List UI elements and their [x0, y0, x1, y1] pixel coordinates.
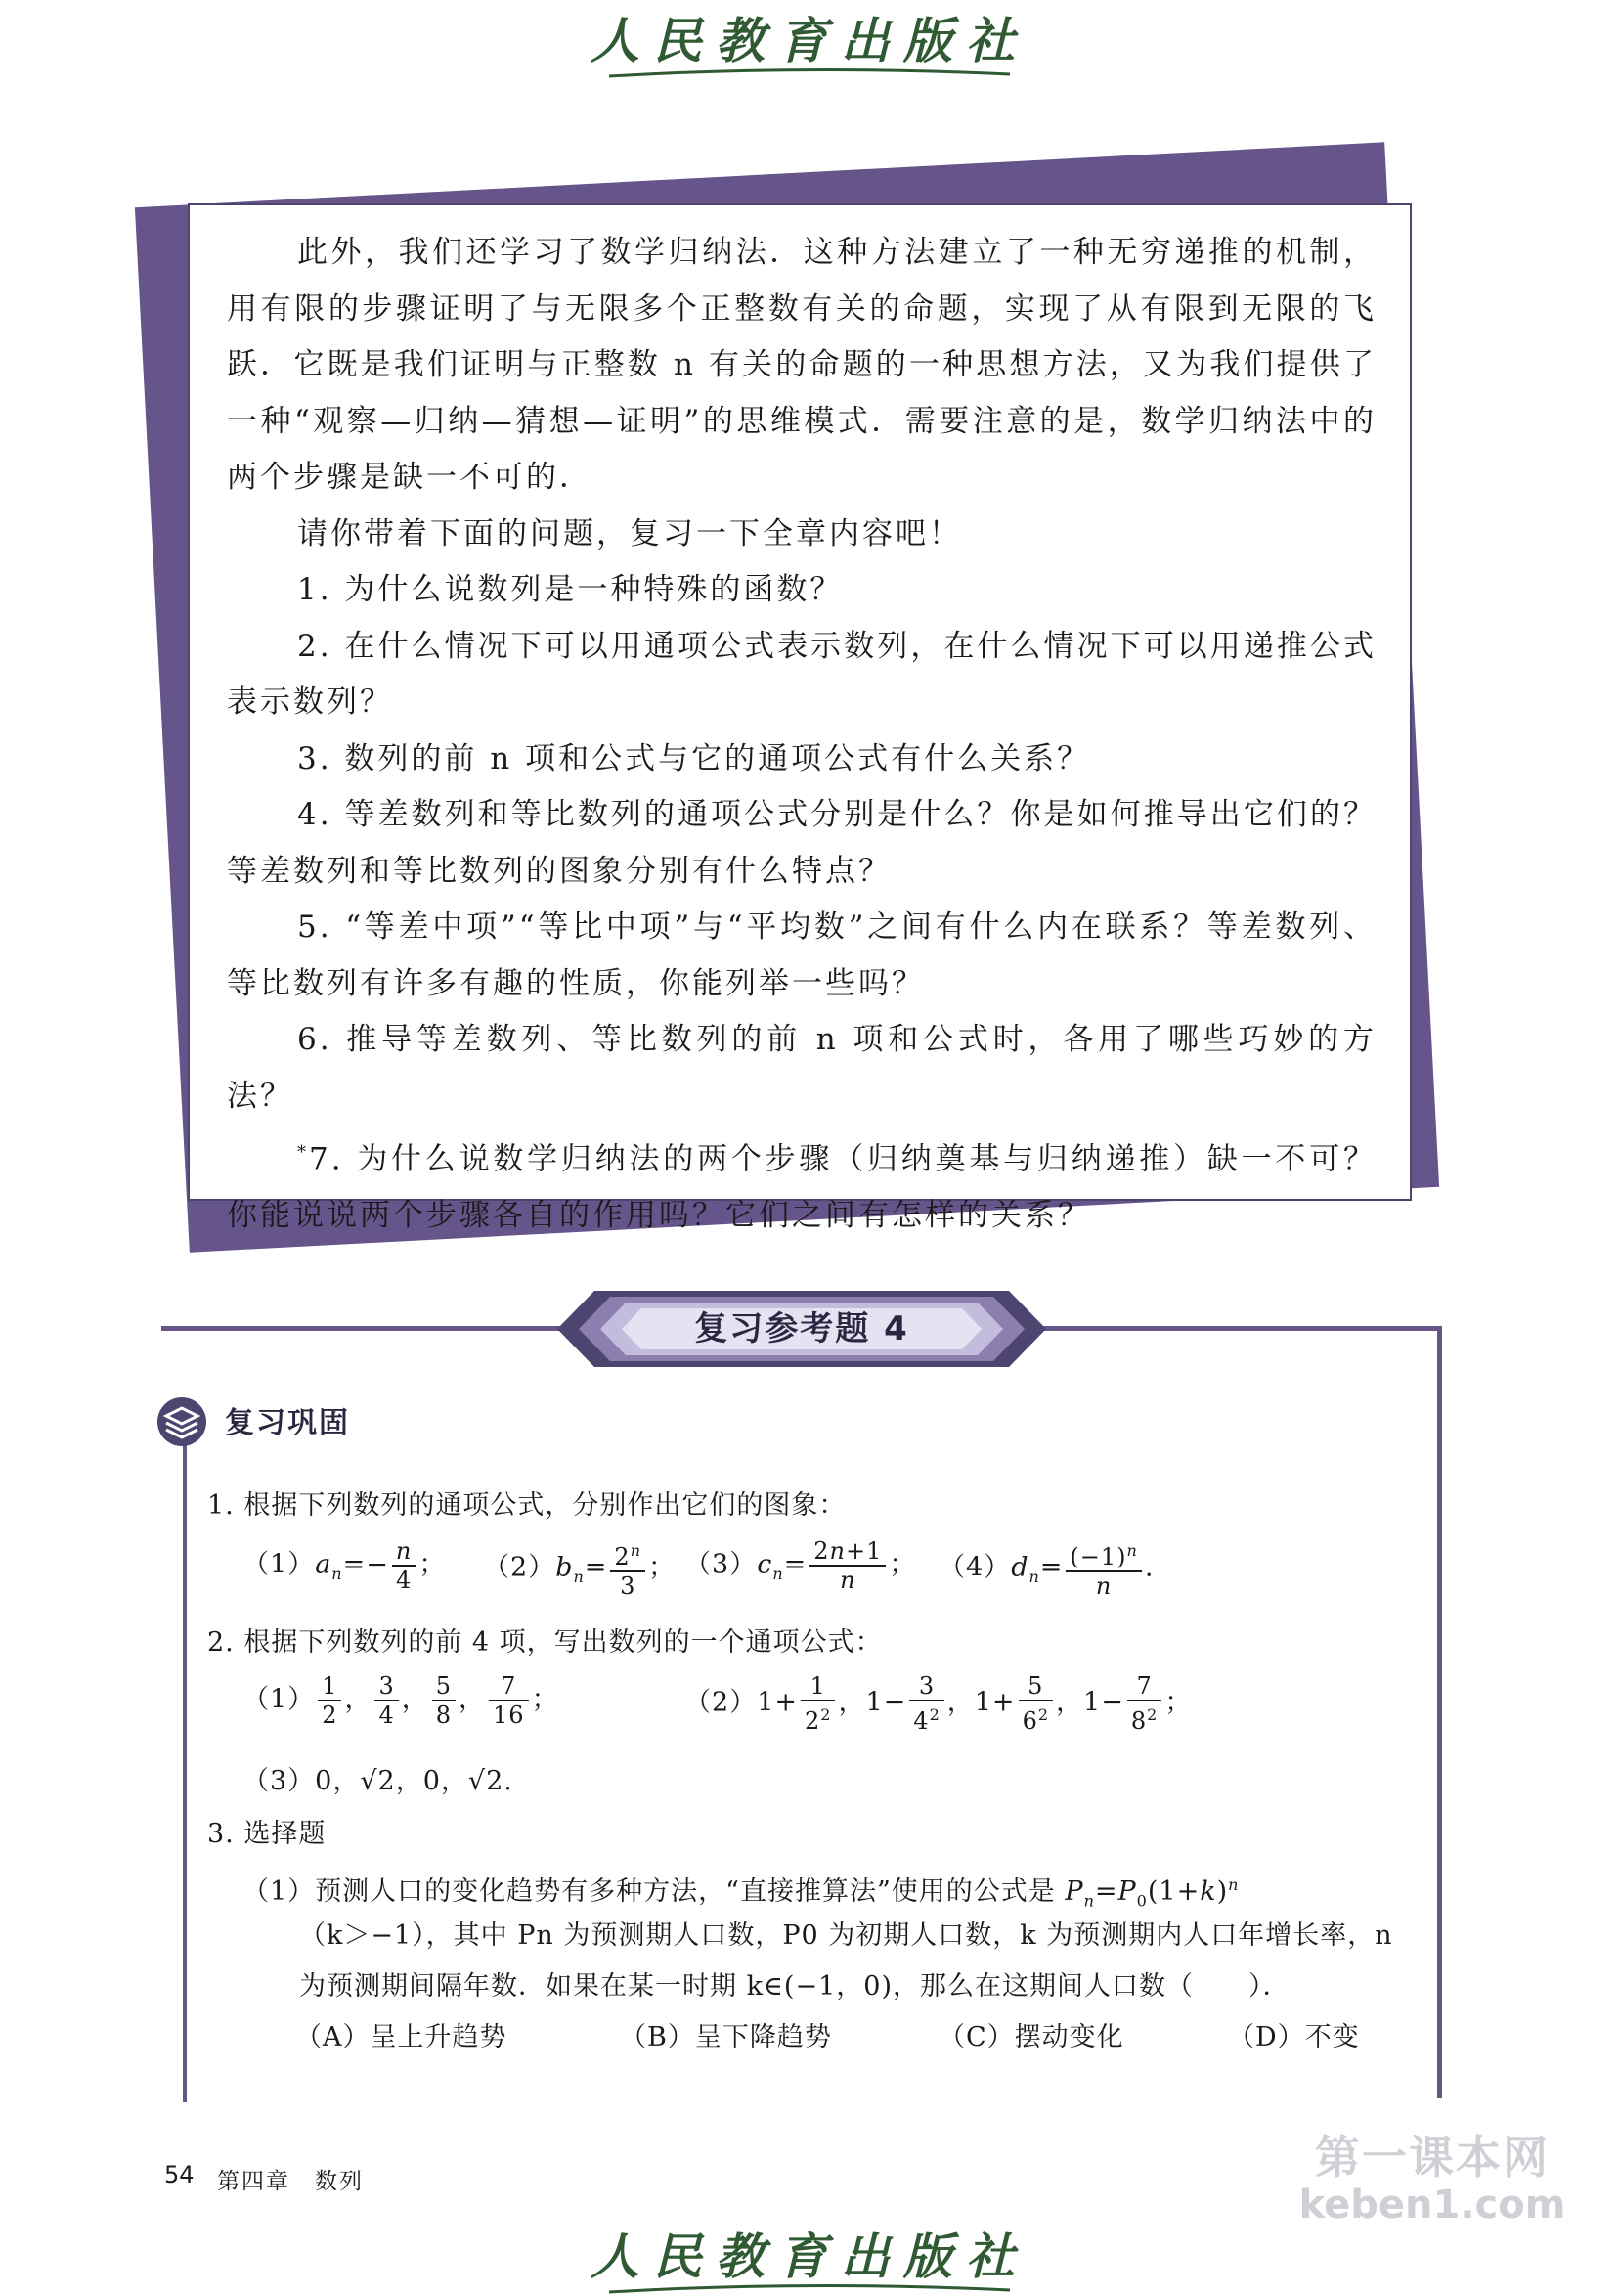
summary-paragraph: 此外，我们还学习了数学归纳法．这种方法建立了一种无穷递推的机制，用有限的步骤证明了与无限多个正整数有关的命题，实现了从有限到无限的飞跃．它既是我们证明与正整数 n 有关的命题的一种思想方法，又为我们提供了一种“观察—归纳—猜想—证明”的思维模式．需要注意的是，数学归纳法中的两个步骤是缺一不可的．: [227, 235, 1377, 495]
question-1: 1. 为什么说数列是一种特殊的函数？: [297, 572, 844, 607]
choice-b: （B）呈下降趋势: [620, 2022, 832, 2053]
chapter-label: 第四章 数列: [217, 2169, 364, 2194]
exercise-3-q1-line3: 为预测期间隔年数．如果在某一时期 k∈(−1，0)，那么在这期间人口数（ ）．: [299, 1971, 1291, 2002]
question-5: 5. “等差中项”“等比中项”与“平均数”之间有什么内在联系？等差数列、等比数列有许多有趣的性质，你能列举一些吗？: [227, 909, 1377, 1001]
choice-a: （A）呈上升趋势: [295, 2022, 507, 2053]
subsection-title: 复习巩固: [225, 1406, 350, 1440]
exercise-1-item-2: $(2)b_n=$ $\frac{2^n}{3}$ ；: [483, 1537, 676, 1600]
exercise-1-stem: 1. 根据下列数列的通项公式，分别作出它们的图象：: [207, 1490, 847, 1521]
watermark: 第一课本网 keben1.com: [1298, 2131, 1566, 2228]
summary-prompt: 请你带着下面的问题，复习一下全章内容吧！: [297, 515, 962, 552]
page-number: 54: [164, 2161, 195, 2188]
layers-icon: [156, 1396, 207, 1447]
summary-card: [188, 203, 1412, 1233]
exercise-2-item-1: （1） $\frac{1}{2}$ ， $\frac{3}{4}$ ， $\frac{5}{8}$ ， $\frac{7}{16}$ ；: [242, 1672, 559, 1729]
section-rule-left: [183, 1418, 187, 2102]
question-7: *7. 为什么说数学归纳法的两个步骤（归纳奠基与归纳递推）缺一不可？你能说说两个步骤各自的作用吗？它们之间有怎样的关系？: [227, 1141, 1377, 1233]
exercise-3-q1-line2: （k＞−1），其中 Pn 为预测期人口数，P0 为初期人口数，k 为预测期内人口年增长率，n: [299, 1921, 1393, 1951]
section-rule-right: [1437, 1326, 1442, 2098]
question-3: 3. 数列的前 n 项和公式与它的通项公式有什么关系？: [297, 740, 1091, 776]
exercise-1-item-4: $(4)d_n=$ $\frac{(-1)^n}{n}$ .: [939, 1537, 1154, 1600]
exercise-3-q1-line1: （1）预测人口的变化趋势有多种方法，“直接推算法”使用的公式是 $P_n=P_0(1+k)^n$: [242, 1876, 1240, 1911]
exercise-2-item-3: （3）0，√2，0，√2.: [242, 1766, 513, 1796]
optional-mark: *: [297, 1142, 309, 1163]
exercise-2-item-2: （2）1+ $\frac{1}{2^2}$ ，1− $\frac{3}{4^2}$ ，1+ $\frac{5}{6^2}$ ，1− $\frac{7}{8^2}$ ；: [684, 1672, 1193, 1735]
question-6: 6. 推导等差数列、等比数列的前 n 项和公式时，各用了哪些巧妙的方法？: [227, 1022, 1377, 1114]
publisher-footer: 人民教育出版社: [0, 2218, 1619, 2296]
publisher-header: 人民教育出版社: [0, 2, 1619, 80]
choice-c: （C）摆动变化: [939, 2022, 1124, 2053]
exercise-2-stem: 2. 根据下列数列的前 4 项，写出数列的一个通项公式：: [207, 1627, 883, 1657]
question-2: 2. 在什么情况下可以用通项公式表示数列，在什么情况下可以用递推公式表示数列？: [227, 628, 1377, 720]
exercise-3-stem: 3. 选择题: [207, 1819, 327, 1849]
question-4: 4. 等差数列和等比数列的通项公式分别是什么？你是如何推导出它们的？等差数列和等比数列的图象分别有什么特点？: [227, 797, 1377, 889]
exercise-1-items: $(1)a_n=-$ $\frac{n}{4}$ ；: [242, 1537, 447, 1594]
exercise-1-item-3: $(3)c_n=$ $\frac{2n+1}{n}$ ；: [684, 1537, 917, 1594]
section-title: 复习参考题 4: [694, 1309, 909, 1348]
choice-d: （D）不变: [1228, 2022, 1360, 2053]
